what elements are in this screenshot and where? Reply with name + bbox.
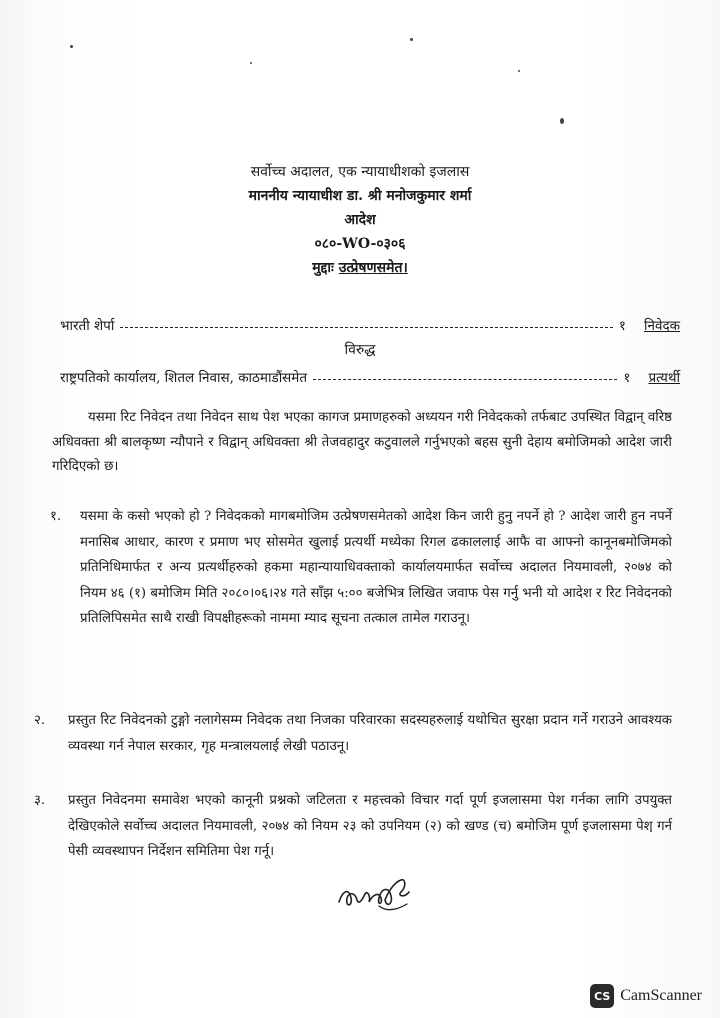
scan-speck xyxy=(410,38,413,41)
judge-name: माननीय न्यायाधीश डा. श्री मनोजकुमार शर्मा xyxy=(248,188,472,204)
camscanner-name: CamScanner xyxy=(620,987,702,1004)
order-item-2 xyxy=(34,708,672,786)
respondent-name: राष्ट्रपतिको कार्यालय, शितल निवास, काठमाडौंसमेत xyxy=(60,370,308,386)
case-number: ०८०-WO-०३०६ xyxy=(314,236,406,252)
petitioner-name: भारती शेर्पा xyxy=(60,318,115,334)
item-number: ३. xyxy=(34,793,46,808)
item-number: १. xyxy=(50,509,62,524)
versus-label: विरुद्ध xyxy=(344,342,376,358)
scan-speck xyxy=(518,70,520,72)
respondent-count: १ xyxy=(623,370,631,386)
order-header xyxy=(0,160,720,280)
court-name: सर्वोच्च अदालत, एक न्यायाधीशको इजलास xyxy=(250,164,470,180)
subject-prefix: मुद्दाः xyxy=(312,260,339,276)
scan-speck xyxy=(560,118,564,124)
petitioner-role: निवेदक xyxy=(643,318,680,334)
case-subject xyxy=(0,256,720,280)
dash-leader xyxy=(313,379,617,380)
item-text: यसमा के कसो भएको हो ? निवेदकको मागबमोजिम उत्प्रेषणसमेतको आदेश किन जारी हुनु नपर्ने हो ? आदेश जारी हुन नपर्ने मनासिब आधार, कारण र प्रमाण भए सोसमेत खुलाई प्रत्यर्थी मध्येका रिगल ढकाललाई आफै वा आफ्नो कानूनबमोजिमको प्रतिनिधिमार्फत र अन्य प्रत्यर्थीहरुको हकमा महान्यायाधिवक्ताको कार्यालयमार्फत सर्वोच्च अदालत नियमावली, २०७४ को नियम ४६ (१) बमोजिम मिति २०८०।०६।२४ गते साँझ ५:०० बजेभित्र लिखित जवाफ पेस गर्नु भनी यो आदेश र रिट निवेदनको प्रतिलिपिसमेत साथै राखी विपक्षीहरूको नाममा म्याद सूचना तत्काल तामेल गराउनू। xyxy=(80,509,672,626)
scan-speck xyxy=(70,45,73,48)
scanner-watermark xyxy=(590,982,702,1010)
order-item-1 xyxy=(50,504,672,706)
respondent-line xyxy=(60,362,680,386)
item-text: प्रस्तुत निवेदनमा समावेश भएको कानूनी प्रश्नको जटिलता र महत्त्वको विचार गर्दा पूर्ण इजलासमा पेश गर्नका लागि उपयुक्त देखिएकोले सर्वोच्च अदालत नियमावली, २०७४ को नियम २३ को उपनियम (२) को खण्ड (च) बमोजिम पूर्ण इजलासमा पेश गर्न पेसी व्यवस्थापन निर्देशन समितिमा पेश गर्नू। xyxy=(68,793,672,859)
scan-speck xyxy=(250,62,252,64)
item-number: २. xyxy=(34,713,46,728)
intro-paragraph: यसमा रिट निवेदन तथा निवेदन साथ पेश भएका कागज प्रमाणहरुको अध्ययन गरी निवेदकको तर्फबाट उपस्थित विद्वान् वरिष्ठ अधिवक्ता श्री बालकृष्ण न्यौपाने र विद्वान् अधिवक्ता श्री तेजवहादुर कटुवालले गर्नुभएको बहस सुनी देहाय बमोजिमको आदेश जारी गरिदिएको छ। xyxy=(52,410,672,474)
item-text: प्रस्तुत रिट निवेदनको टुङ्गो नलागेसम्म निवेदक तथा निजका परिवारका सदस्यहरुलाई यथोचित सुरक्षा प्रदान गर्ने गराउने आवश्यक व्यवस्था गर्न नेपाल सरकार, गृह मन्त्रालयलाई लेखी पठाउनू। xyxy=(68,713,672,754)
camscanner-logo: CS xyxy=(590,984,614,1008)
judge-signature xyxy=(335,868,425,918)
petitioner-line xyxy=(60,310,680,334)
petitioner-count: १ xyxy=(618,318,626,334)
order-title: आदेश xyxy=(344,212,376,228)
respondent-role: प्रत्यर्थी xyxy=(648,370,680,386)
dash-leader xyxy=(120,327,613,328)
subject-text: उत्प्रेषणसमेत। xyxy=(338,260,408,276)
